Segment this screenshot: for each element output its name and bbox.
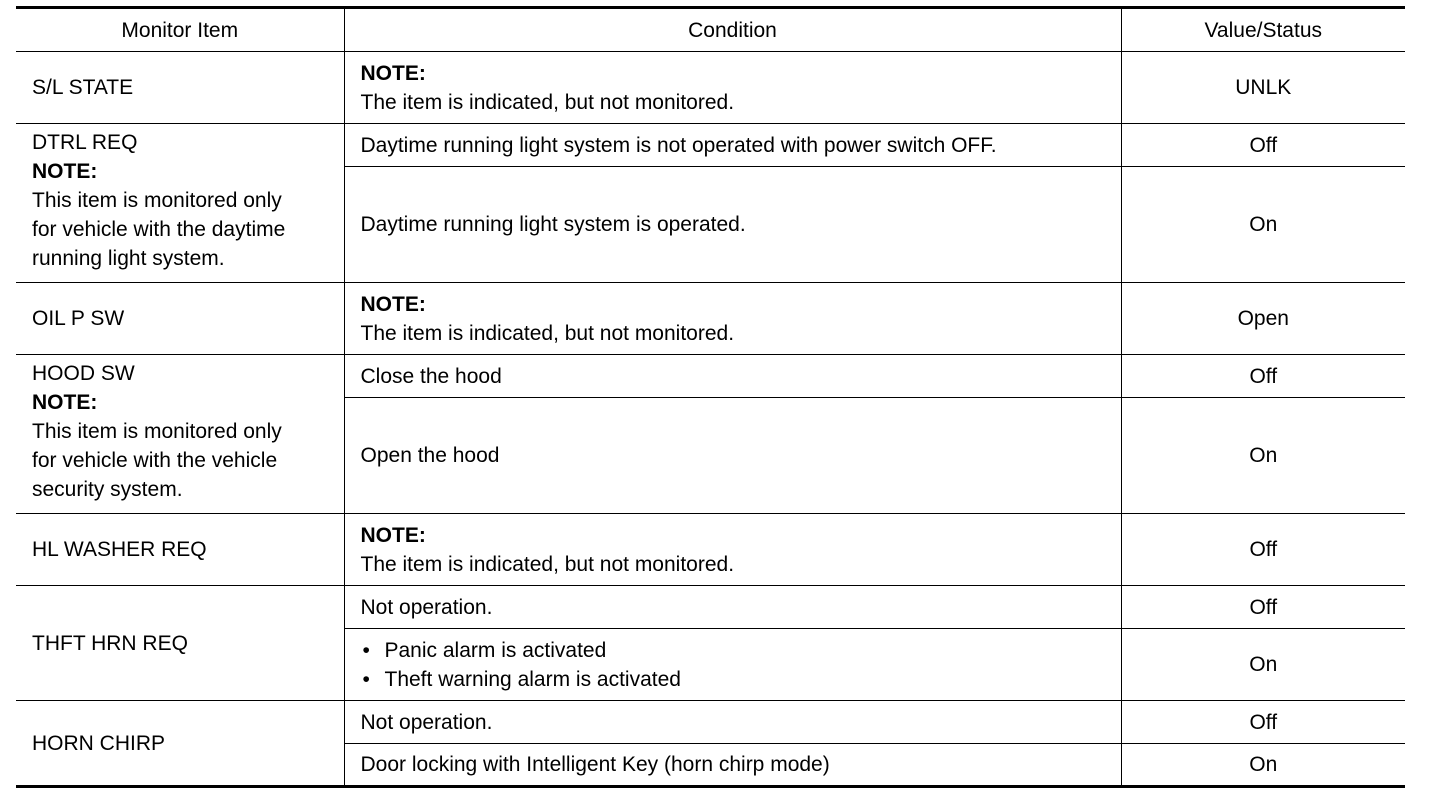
condition-cell: Daytime running light system is operated. — [344, 167, 1121, 283]
monitor-item-name: DTRL REQ — [32, 131, 138, 154]
monitor-item-thft-hrn-req: THFT HRN REQ — [16, 586, 344, 701]
value-cell: On — [1121, 398, 1405, 514]
monitor-item-hood-sw — [16, 355, 344, 514]
note-label: NOTE: — [360, 292, 426, 316]
note-line: for vehicle with the daytime — [32, 218, 286, 241]
table-row — [16, 355, 1405, 398]
bullet-item: • Theft warning alarm is activated — [361, 665, 1121, 694]
table-row — [16, 52, 1405, 124]
note-line: This item is monitored only — [32, 189, 282, 212]
value-cell: Off — [1121, 124, 1405, 167]
condition-cell: Not operation. — [344, 586, 1121, 629]
monitor-item-sl-state: S/L STATE — [16, 52, 344, 124]
monitor-item-hl-washer-req: HL WASHER REQ — [16, 514, 344, 586]
monitor-item-oil-p-sw: OIL P SW — [16, 283, 344, 355]
monitor-table — [16, 6, 1405, 788]
monitor-item-horn-chirp: HORN CHIRP — [16, 701, 344, 787]
table-row — [16, 283, 1405, 355]
header-row — [16, 8, 1405, 52]
monitor-item-name: HOOD SW — [32, 362, 135, 385]
value-cell: Off — [1121, 355, 1405, 398]
value-cell: Off — [1121, 514, 1405, 586]
note-line: This item is monitored only — [32, 420, 282, 443]
condition-text: The item is indicated, but not monitored. — [360, 321, 735, 345]
note-label: NOTE: — [32, 391, 98, 414]
condition-cell: Daytime running light system is not operated with power switch OFF. — [344, 124, 1121, 167]
note-label: NOTE: — [360, 61, 426, 85]
header-monitor-item: Monitor Item — [16, 8, 344, 52]
value-cell: Off — [1121, 586, 1405, 629]
note-line: for vehicle with the vehicle — [32, 449, 278, 472]
condition-text: The item is indicated, but not monitored. — [360, 90, 735, 114]
value-cell: On — [1121, 744, 1405, 787]
condition-cell — [344, 52, 1121, 124]
condition-cell — [344, 514, 1121, 586]
header-value-status: Value/Status — [1121, 8, 1405, 52]
note-line: running light system. — [32, 247, 225, 270]
condition-cell: Close the hood — [344, 355, 1121, 398]
bullet-item: • Panic alarm is activated — [361, 636, 1121, 665]
table-row — [16, 701, 1405, 744]
value-cell: On — [1121, 167, 1405, 283]
value-cell: Off — [1121, 701, 1405, 744]
table-row — [16, 586, 1405, 629]
value-cell: On — [1121, 629, 1405, 701]
note-label: NOTE: — [360, 523, 426, 547]
header-condition: Condition — [344, 8, 1121, 52]
value-cell: UNLK — [1121, 52, 1405, 124]
condition-text: The item is indicated, but not monitored. — [360, 552, 735, 576]
table-row — [16, 514, 1405, 586]
monitor-item-dtrl-req — [16, 124, 344, 283]
condition-cell: Not operation. — [344, 701, 1121, 744]
condition-cell: Door locking with Intelligent Key (horn chirp mode) — [344, 744, 1121, 787]
note-label: NOTE: — [32, 160, 98, 183]
condition-cell: Open the hood — [344, 398, 1121, 514]
condition-cell — [344, 629, 1121, 701]
value-cell: Open — [1121, 283, 1405, 355]
condition-cell — [344, 283, 1121, 355]
note-line: security system. — [32, 478, 183, 501]
table-row — [16, 124, 1405, 167]
